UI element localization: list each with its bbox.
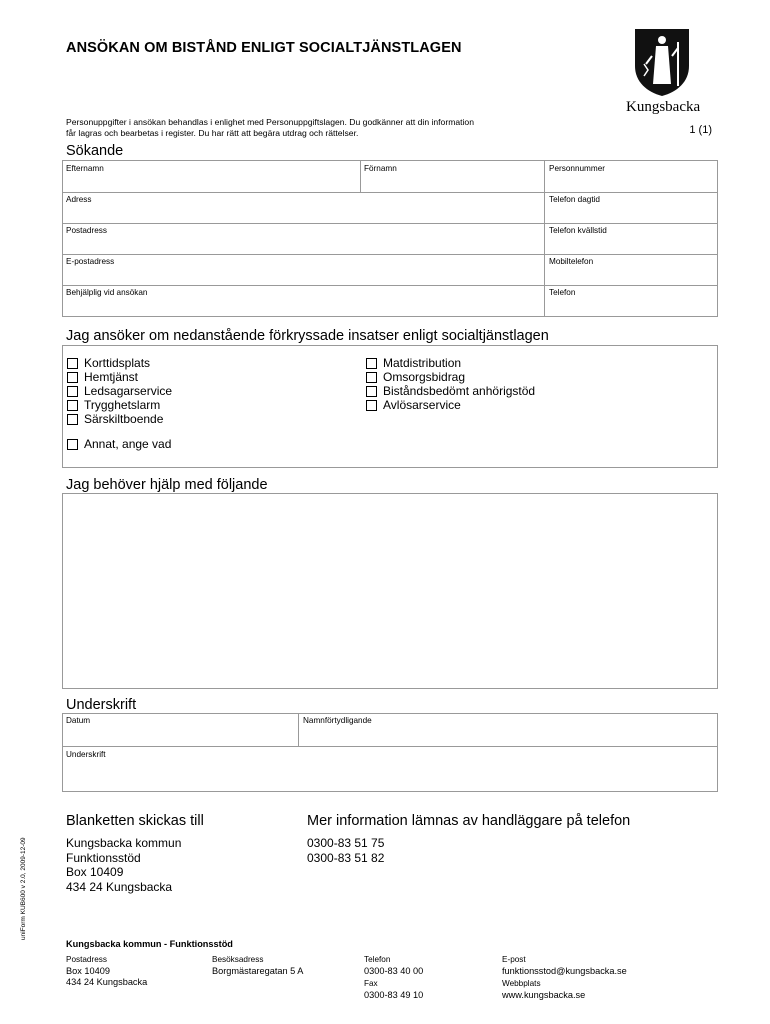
checkbox-matdistribution[interactable] <box>366 358 377 369</box>
footer-phone: Telefon 0300-83 40 00 Fax 0300-83 49 10 <box>364 955 424 1000</box>
coat-of-arms-icon <box>632 26 692 98</box>
form-id: uniForm KUB600 v 2.0, 2009-12-09 <box>20 837 27 940</box>
footer-org: Kungsbacka kommun - Funktionsstöd <box>66 939 233 949</box>
footer-contact: E-post funktionsstod@kungsbacka.se Webbplats www.kungsbacka.se <box>502 955 627 1000</box>
footer-email-link[interactable]: funktionsstod@kungsbacka.se <box>502 965 627 976</box>
checkbox-label: Särskiltboende <box>84 412 164 426</box>
checkbox-label: Matdistribution <box>383 356 462 370</box>
signature-section-title: Underskrift <box>66 697 137 713</box>
name-clarification-field[interactable]: Namnförtydligande <box>303 716 372 725</box>
checkbox-label: Biståndsbedömt anhörigstöd <box>383 384 536 398</box>
checkbox-korttidsplats[interactable] <box>67 358 78 369</box>
surname-field[interactable]: Efternamn <box>66 164 104 173</box>
checkbox-sarskiltboende[interactable] <box>67 414 78 425</box>
checkbox-label: Hemtjänst <box>84 370 139 384</box>
applicant-box <box>62 160 718 317</box>
help-textarea[interactable] <box>62 493 718 689</box>
personal-number-field[interactable]: Personnummer <box>549 164 605 173</box>
mobile-field[interactable]: Mobiltelefon <box>549 257 594 266</box>
footer-postal: Postadress Box 10409 434 24 Kungsbacka <box>66 955 148 987</box>
checkbox-trygghetslarm[interactable] <box>67 400 78 411</box>
postal-address-field[interactable]: Postadress <box>66 226 107 235</box>
checkbox-label: Trygghetslarm <box>84 398 161 412</box>
checkbox-label: Avlösarservice <box>383 398 461 412</box>
email-field[interactable]: E-postadress <box>66 257 115 266</box>
date-field[interactable]: Datum <box>66 716 91 725</box>
page-title: ANSÖKAN OM BISTÅND ENLIGT SOCIALTJÄNSTLAGEN <box>66 40 462 56</box>
helper-field[interactable]: Behjälplig vid ansökan <box>66 288 148 297</box>
checkbox-label: Omsorgsbidrag <box>383 370 466 384</box>
services-section-title: Jag ansöker om nedanstående förkryssade insatser enligt socialtjänstlagen <box>66 328 549 344</box>
checkbox-avlosarservice[interactable] <box>366 400 377 411</box>
footer-visit: Besöksadress Borgmästaregatan 5 A <box>212 955 304 976</box>
checkbox-label: Annat, ange vad <box>84 437 172 451</box>
address-field[interactable]: Adress <box>66 195 92 204</box>
checkbox-ledsagarservice[interactable] <box>67 386 78 397</box>
phone-day-field[interactable]: Telefon dagtid <box>549 195 600 204</box>
footer-web-link[interactable]: www.kungsbacka.se <box>502 989 586 1000</box>
firstname-field[interactable]: Förnamn <box>364 164 397 173</box>
checkbox-hemtjanst[interactable] <box>67 372 78 383</box>
checkbox-label: Korttidsplats <box>84 356 151 370</box>
privacy-notice: Personuppgifter i ansökan behandlas i enlighet med Personuppgiftslagen. Du godkänner att din information får lagras och bearbetas i register. Du har rätt att begära utdrag och rättelser. <box>66 117 474 138</box>
checkbox-anhorigstod[interactable] <box>366 386 377 397</box>
signature-field[interactable]: Underskrift <box>66 750 106 759</box>
more-info-title: Mer information lämnas av handläggare på telefon <box>307 813 631 829</box>
send-to-title: Blanketten skickas till <box>66 813 204 829</box>
checkbox-label: Ledsagarservice <box>84 384 173 398</box>
more-info-phones: 0300-83 51 75 0300-83 51 82 <box>307 836 385 865</box>
phone-evening-field[interactable]: Telefon kvällstid <box>549 226 607 235</box>
helper-phone-field[interactable]: Telefon <box>549 288 576 297</box>
page-number: 1 (1) <box>689 124 712 136</box>
help-section-title: Jag behöver hjälp med följande <box>66 477 268 493</box>
applicant-section-title: Sökande <box>66 143 124 159</box>
logo-text: Kungsbacka <box>626 99 701 115</box>
checkbox-omsorgsbidrag[interactable] <box>366 372 377 383</box>
send-to-address: Kungsbacka kommun Funktionsstöd Box 10409 434 24 Kungsbacka <box>66 836 182 894</box>
checkbox-annat[interactable] <box>67 439 78 450</box>
signature-box <box>62 713 718 792</box>
